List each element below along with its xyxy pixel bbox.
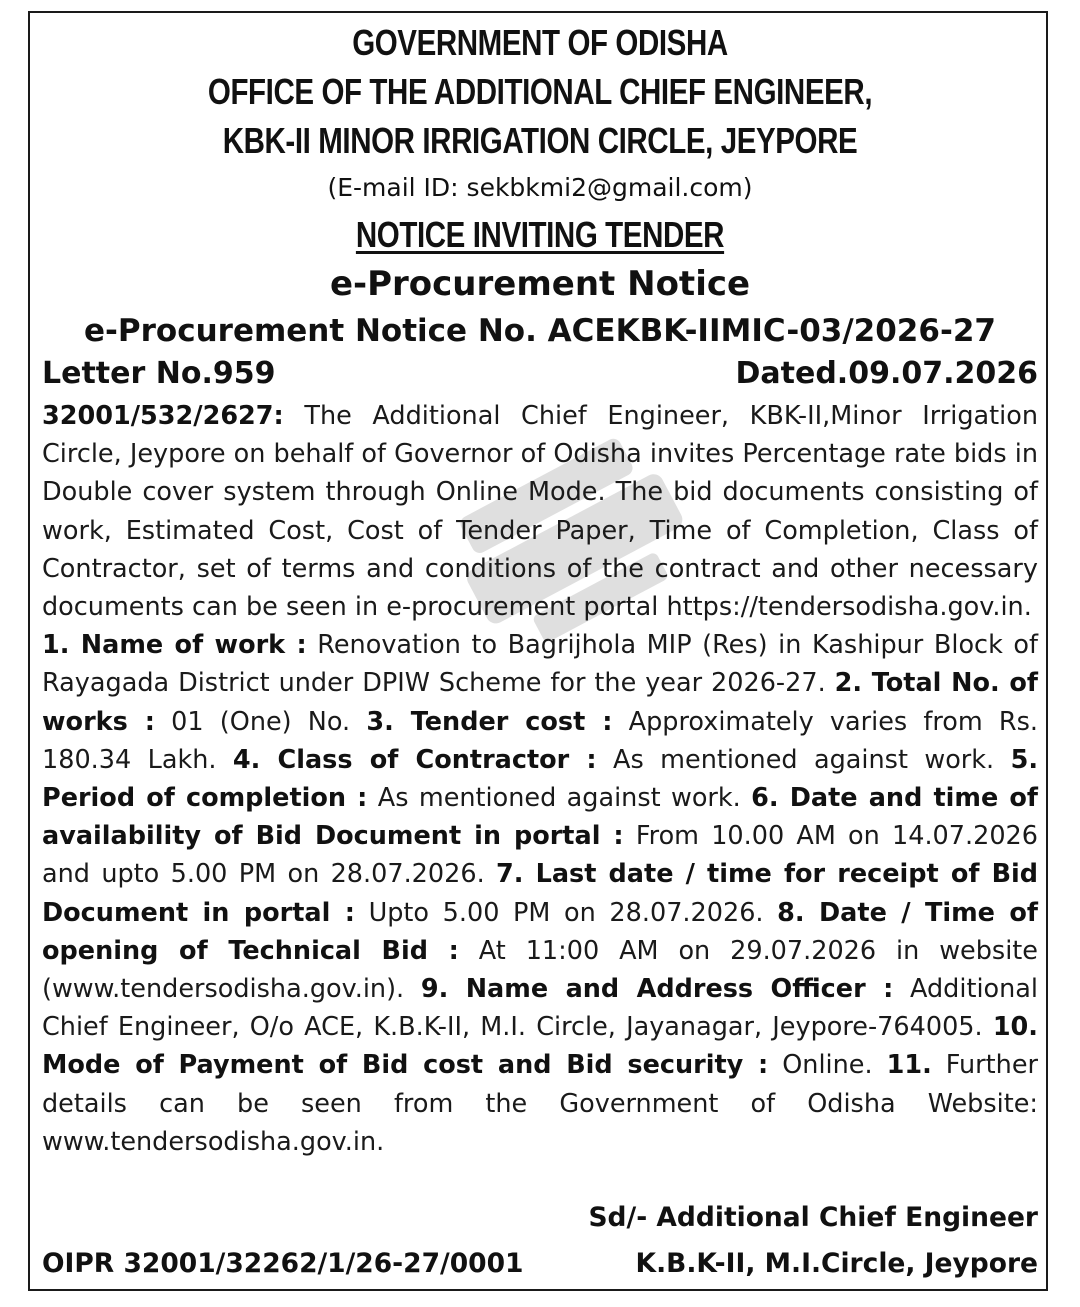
header-office: OFFICE OF THE ADDITIONAL CHIEF ENGINEER, [207,71,873,112]
signature-line2: K.B.K-II, M.I.Circle, Jeypore [635,1248,1038,1279]
letter-date: Dated.09.07.2026 [735,356,1038,391]
item-text: Further details can be seen from the Government of Odisha Website: www.tendersodisha.gov.in. [42,1050,1039,1157]
item-text: As mentioned against work. [613,744,995,775]
item-label: 7. Last date / time for receipt of Bid Document in portal : [42,859,1039,928]
item-label: 1. Name of work : [42,630,307,661]
notice-title: NOTICE INVITING TENDER [355,214,725,255]
notice-subtitle: e-Procurement Notice [329,264,751,304]
item-label: 3. Tender cost : [366,706,613,737]
item-text: 01 (One) No. [171,706,351,737]
footer-row [42,1248,1038,1279]
item-label: 6. Date and time of availability of Bid Document in portal : [42,783,1039,852]
item-label: 8. Date / Time of opening of Technical Bid : [42,897,1038,966]
item-label: 10. Mode of Payment of Bid cost and Bid security : [42,1012,1038,1081]
header-circle: KBK-II MINOR IRRIGATION CIRCLE, JEYPORE [222,120,858,161]
item-text: Additional Chief Engineer, O/o ACE, K.B.K-II, M.I. Circle, Jayanagar, Jeypore-764005. [42,974,1039,1043]
item-label: 2. Total No. of works : [42,668,1039,737]
items-paragraph [42,626,1038,1161]
notice-number: e-Procurement Notice No. ACEKBK-IIMIC-03/2026-27 [84,313,996,349]
header-government: GOVERNMENT OF ODISHA [352,22,728,63]
intro-text: The Additional Chief Engineer, KBK-II,Minor Irrigation Circle, Jeypore on behalf of Governor of Odisha invites Percentage rate bids in Double cover system through Online Mode. The bid documents consisting of work, Estimated Cost, Cost of Tender Paper, Time of Completion, Class of Contractor, set of terms and conditions of the contract and other necessary documents can be seen in e-procurement portal https://tendersodisha.gov.in. [42,401,1038,623]
letter-number: Letter No.959 [42,356,276,391]
item-text: As mentioned against work. [377,783,741,814]
letter-row [42,356,1038,391]
item-label: 5. Period of completion : [42,744,1039,814]
intro-paragraph [42,397,1038,626]
header-email: (E-mail ID: sekbkmi2@gmail.com) [327,173,753,202]
signature-line1: Sd/- Additional Chief Engineer [588,1202,1038,1233]
item-label: 4. Class of Contractor : [232,744,597,775]
intro-ref: 32001/532/2627: [42,401,284,431]
item-text: Renovation to Bagrijhola MIP (Res) in Kashipur Block of Rayagada District under DPIW Scheme for the year 2026-27. [42,630,1038,699]
notice-body [42,397,1038,1161]
item-text: Upto 5.00 PM on 28.07.2026. [368,897,764,928]
item-label: 9. Name and Address Officer : [420,974,894,1005]
item-label: 11. [886,1050,932,1081]
item-text: From 10.00 AM on 14.07.2026 and upto 5.00 PM on 28.07.2026. [42,821,1039,890]
item-text: Online. [782,1050,873,1081]
item-text: At 11:00 AM on 29.07.2026 in website (www.tendersodisha.gov.in). [42,935,1038,1005]
oipr-number: OIPR 32001/32262/1/26-27/0001 [42,1248,524,1279]
item-text: Approximately varies from Rs. 180.34 Lakh. [42,706,1039,775]
